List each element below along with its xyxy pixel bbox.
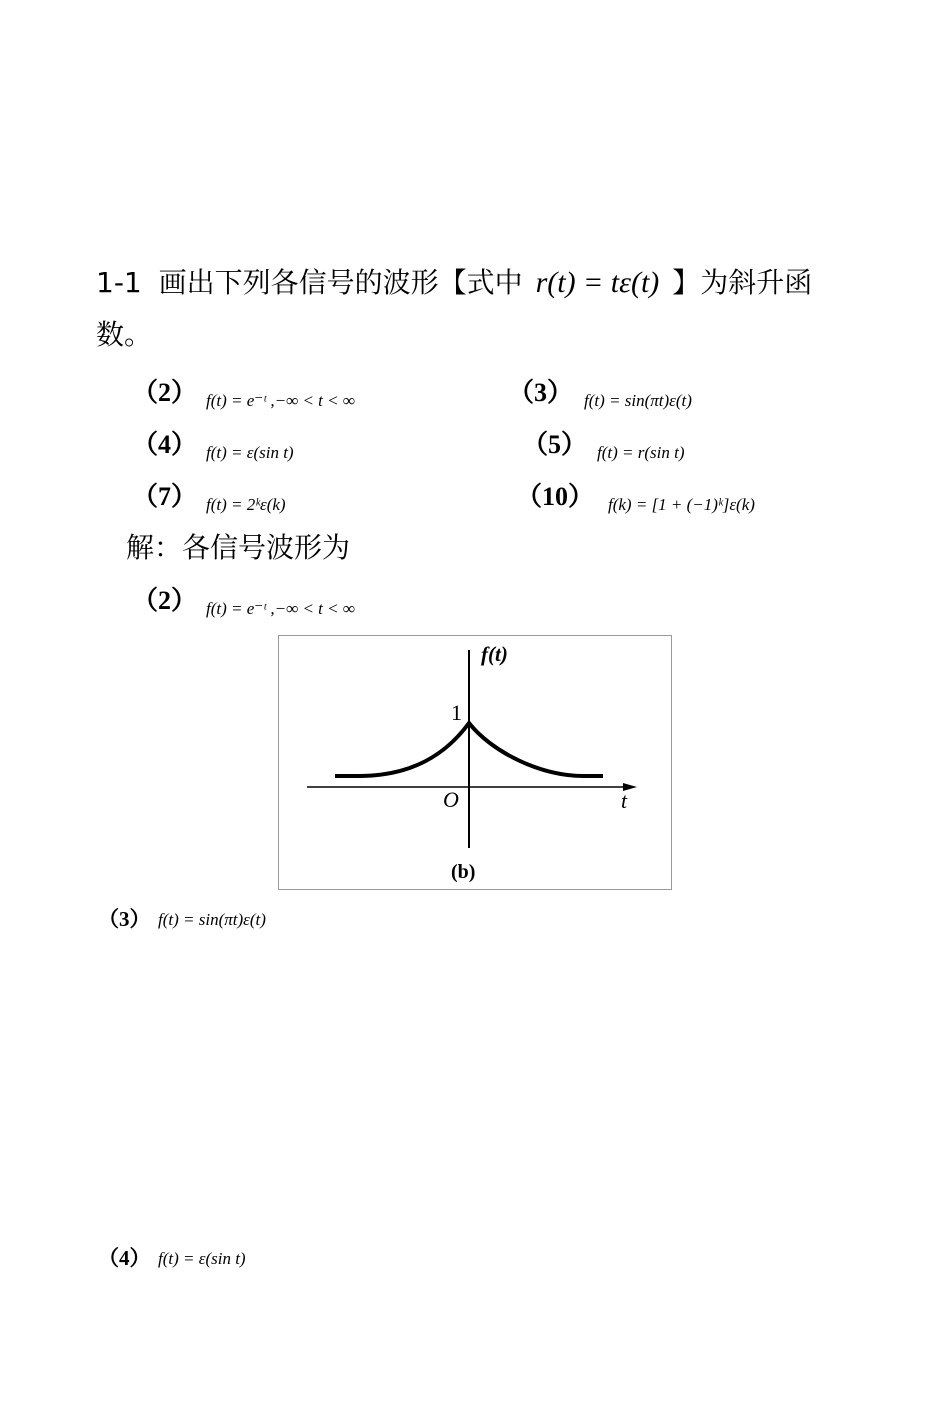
answer-formula-3: f(t) = sin(πt)ε(t) bbox=[158, 910, 266, 929]
item-formula-3: f(t) = sin(πt)ε(t) bbox=[584, 391, 692, 410]
problem-text-before: 画出下列各信号的波形【式中 bbox=[158, 266, 523, 299]
figure-caption: (b) bbox=[451, 861, 476, 883]
x-axis-label: t bbox=[621, 788, 628, 813]
problem-line-2: 数。 bbox=[96, 318, 153, 351]
origin-label: O bbox=[443, 787, 459, 812]
item-formula-5: f(t) = r(sin t) bbox=[597, 443, 685, 462]
item-label-3: （3） bbox=[508, 378, 574, 407]
ramp-definition: r(t) = tε(t) bbox=[535, 266, 660, 299]
answer-label-2: （2） bbox=[132, 586, 198, 615]
item-label-2: （2） bbox=[132, 378, 198, 407]
problem-number: 1-1 bbox=[96, 266, 142, 299]
item-formula-10: f(k) = [1 + (−1)ᵏ]ε(k) bbox=[608, 495, 755, 514]
item-label-5: （5） bbox=[522, 430, 588, 459]
y-axis-label: f(t) bbox=[481, 642, 508, 666]
answer-formula-2: f(t) = e⁻ᵗ ,−∞ < t < ∞ bbox=[206, 599, 355, 618]
waveform-plot bbox=[279, 636, 671, 889]
problem-text-after: 】为斜升函 bbox=[672, 266, 813, 299]
peak-label: 1 bbox=[451, 700, 462, 725]
solution-heading: 解：各信号波形为 bbox=[126, 531, 351, 564]
item-label-7: （7） bbox=[132, 482, 198, 511]
item-label-4: （4） bbox=[132, 430, 198, 459]
item-label-10: （10） bbox=[516, 482, 595, 511]
answer-label-4: （4） bbox=[98, 1246, 151, 1270]
item-formula-7: f(t) = 2ᵏε(k) bbox=[206, 495, 286, 514]
answer-formula-4: f(t) = ε(sin t) bbox=[158, 1249, 246, 1268]
item-formula-2: f(t) = e⁻ᵗ ,−∞ < t < ∞ bbox=[206, 391, 355, 410]
item-formula-4: f(t) = ε(sin t) bbox=[206, 443, 294, 462]
problem-line-1 bbox=[96, 266, 812, 300]
waveform-figure bbox=[278, 635, 672, 890]
answer-label-3: （3） bbox=[98, 907, 151, 931]
